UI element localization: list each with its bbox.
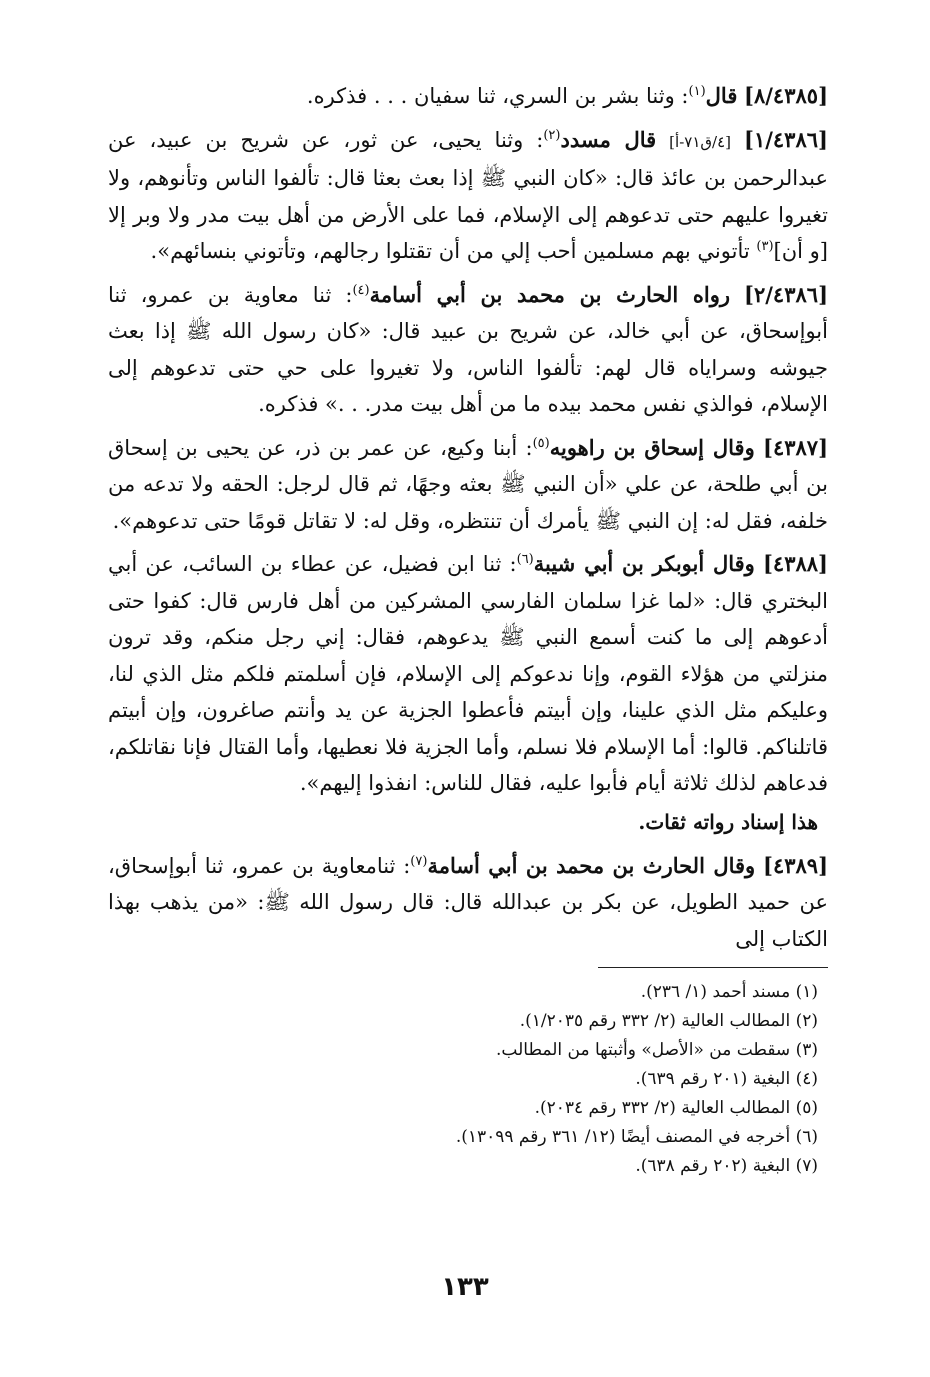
page-body — [108, 78, 828, 1181]
entry-number: [٤٣٨٩] — [763, 852, 828, 878]
divider — [108, 539, 828, 546]
footnote: (٦) أخرجه في المصنف أيضًا (١٢/ ٣٦١ رقم ١٣٠٩٩). — [455, 1127, 818, 1147]
entry-text: : وثنا بشر بن السري، ثنا سفيان . . . فذكره. — [306, 84, 689, 108]
entry-source: قال مسدد — [560, 126, 657, 152]
entry-source: وقال إسحاق بن راهويه — [549, 434, 755, 460]
hadith-entry — [108, 277, 828, 423]
entry-text: تأتوني بهم مسلمين أحب إلي من أن تقتلوا رجالهم، وتأتوني بنسائهم». — [150, 239, 757, 263]
entry-text: : ثنا معاوية بن عمرو، ثنا أبوإسحاق، عن أبي خالد، عن شريح بن عبيد قال: «كان رسول الله ﷺ إذا بعث جيوشه وسراياه قال لهم: تألفوا الناس، ولا تغيروا على حي حتى تدعوهم إلى الإسلام، فوالذي نفس محمد بيده ما من أهل بيت مدر. . .» فذكره. — [108, 282, 828, 416]
entry-text: : ثنامعاوية بن عمرو، ثنا أبوإسحاق، عن حميد الطويل، عن بكر بن عبدالله قال: قال رسول الله ﷺ: «من يذهب بهذا الكتاب إلى — [108, 853, 828, 951]
manuscript-marker: [٤/ق٧١-أ] — [669, 132, 732, 151]
divider — [108, 270, 828, 277]
entry-source: وقال الحارث بن محمد بن أبي أسامة — [427, 852, 756, 878]
footnote: (٤) البغية (٢٠١ رقم ٦٣٩). — [635, 1069, 818, 1089]
entry-number: [١/٤٣٨٦] — [744, 126, 828, 152]
entry-source: قال — [705, 83, 738, 108]
divider — [108, 115, 828, 122]
page-number: ١٣٣ — [441, 1272, 489, 1302]
hadith-entry — [108, 848, 828, 958]
footnote: (٧) البغية (٢٠٢ رقم ٦٣٨). — [635, 1156, 818, 1176]
divider — [108, 423, 828, 430]
entry-number: [٨/٤٣٨٥] — [744, 83, 828, 108]
entry-number: [٢/٤٣٨٦] — [744, 281, 828, 307]
entry-number: [٤٣٨٨] — [762, 551, 828, 576]
footnote-ref: (٦) — [516, 552, 534, 567]
hadith-entry — [108, 122, 828, 270]
hadith-entry — [108, 430, 828, 540]
footnote: (٥) المطالب العالية (٢/ ٣٣٢ رقم ٢٠٣٤). — [534, 1098, 818, 1118]
isnad-note: هذا إسناد رواته ثقات. — [638, 809, 818, 834]
footnote-ref: (٥) — [532, 435, 550, 451]
footnote: (٢) المطالب العالية (٢/ ٣٣٢ رقم ١/٢٠٣٥). — [519, 1011, 818, 1031]
hadith-entry — [108, 78, 828, 115]
footnote-separator — [598, 967, 828, 968]
entry-text: : ثنا ابن فضيل، عن عطاء بن السائب، عن أبي البختري قال: «لما غزا سلمان الفارسي المشركين من أهل فارس قال: كفوا حتى أدعوهم إلى ما كنت أسمع النبي ﷺ يدعوهم، فقال: إني رجل منكم، وقد ترون منزلتي من هؤلاء القوم، وإنا ندعوكم إلى الإسلام، فإن أسلمتم فلكم مثل الذي لنا، وعليكم مثل الذي علينا، وإن أبيتم فأعطوا الجزية عن يد وأنتم صاغرون، وإن أبيتم قاتلناكم. قالوا: أما الإسلام فلا نسلم، وأما الجزية فلا نعطيها، وأما القتال فإنا نقاتلكم، فدعاهم لذلك ثلاثة أيام فأبوا عليه، فقال للناس: انفذوا إليهم». — [108, 552, 828, 795]
footnotes — [108, 978, 828, 1181]
footnote-ref: (٢) — [543, 127, 561, 143]
entry-text: : أبنا وكيع، عن عمر بن ذر، عن يحيى بن إسحاق بن أبي طلحة، عن علي «أن النبي ﷺ بعثه وجهًا، ثم قال لرجل: الحقه ولا تدعه من خلفه، فقل له: إن النبي ﷺ يأمرك أن تنتظره، وقل له: لا تقاتل قومًا حتى تدعوهم». — [108, 435, 828, 533]
entry-source: رواه الحارث بن محمد بن أبي أسامة — [369, 281, 730, 307]
hadith-entry — [108, 546, 828, 802]
footnote-ref: (٧) — [410, 853, 428, 869]
footnote: (١) مسند أحمد (١/ ٢٣٦). — [640, 982, 818, 1002]
footnote-ref: (٤) — [352, 282, 370, 298]
entry-source: وقال أبوبكر بن أبي شيبة — [533, 551, 755, 576]
entry-text: : وثنا يحيى، عن ثور، عن شريح بن عبيد، عن عبدالرحمن بن عائذ قال: «كان النبي ﷺ إذا بعث بعثا قال: تألفوا الناس وتأنوهم، ولا تغيروا عليهم حتى تدعوهم إلى الإسلام، فما على الأرض من أهل بيت مدر ولا وبر إلا [و أن] — [108, 127, 829, 263]
entry-number: [٤٣٨٧] — [763, 434, 828, 460]
footnote-ref: (٣) — [756, 239, 774, 254]
footnote-ref: (١) — [688, 84, 706, 99]
footnote: (٣) سقطت من «الأصل» وأثبتها من المطالب. — [495, 1040, 818, 1060]
